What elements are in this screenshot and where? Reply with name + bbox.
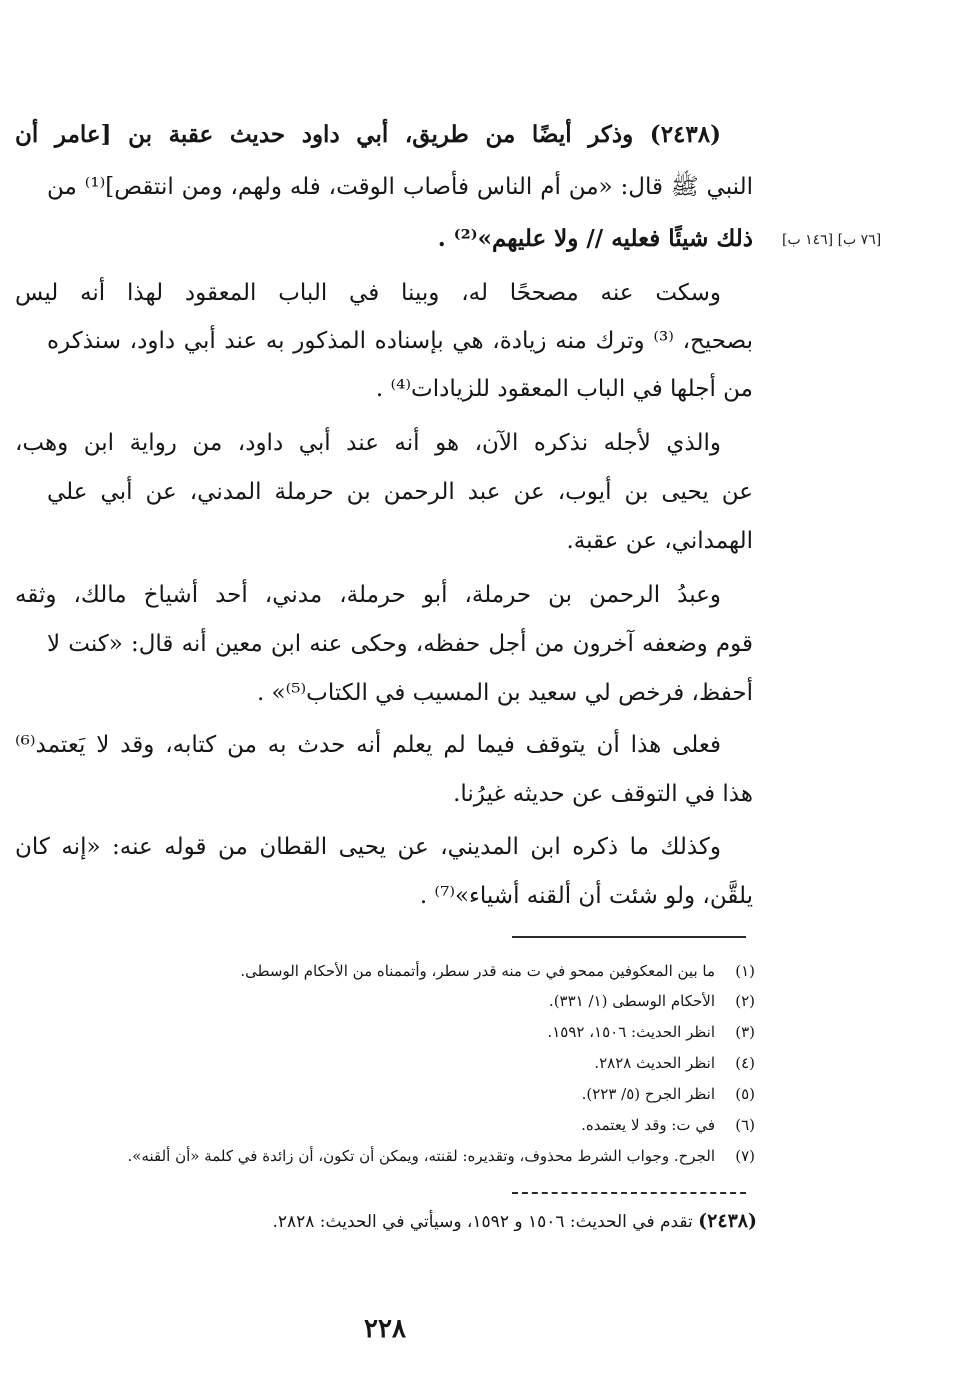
footnote-number: (٦)	[735, 1116, 755, 1134]
text-line: الهمداني، عن عقبة.	[566, 528, 753, 554]
hadith-reference-text: تقدم في الحديث: ١٥٠٦ و ١٥٩٢، وسيأتي في الحديث: ٢٨٢٨.	[272, 1212, 693, 1232]
footnote	[55, 1114, 755, 1138]
margin-manuscript-reference: [٧٦ ب] [١٤٦ ب]	[782, 232, 882, 248]
footnote-text: انظر الحديث: ١٥٠٦، ١٥٩٢.	[547, 1023, 715, 1041]
text-line: من أجلها في الباب المعقود للزيادات⁽⁴⁾ .	[375, 376, 753, 402]
text-line: فعلى هذا أن يتوقف فيما لم يعلم أنه حدث به من كتابه، وقد لا يَعتمد⁽⁶⁾	[15, 732, 721, 758]
footnote	[55, 1021, 755, 1045]
text-line: قوم وضعفه آخرون من أجل حفظه، وحكى عنه ابن معين أنه قال: «كنت لا	[47, 631, 753, 657]
footnote-number: (٥)	[735, 1085, 755, 1103]
text-line: أحفظ، فرخص لي سعيد بن المسيب في الكتاب⁽⁵⁾» .	[256, 680, 753, 706]
text-line: وسكت عنه مصححًا له، وبينا في الباب المعقود لهذا أنه ليس	[15, 280, 721, 306]
text-line: هذا في التوقف عن حديثه غيرُنا.	[453, 781, 753, 807]
text-line: عن يحيى بن أيوب، عن عبد الرحمن بن حرملة المدني، عن أبي علي	[47, 479, 753, 505]
footnote-number: (١)	[735, 962, 755, 980]
footnote	[55, 990, 755, 1014]
text-line: والذي لأجله نذكره الآن، هو أنه عند أبي داود، من رواية ابن وهب،	[15, 430, 721, 456]
reference-separator	[512, 1192, 746, 1194]
footnote-separator	[512, 936, 746, 938]
footnote-text: انظر الحديث ٢٨٢٨.	[594, 1054, 715, 1072]
footnote-text: الجرح. وجواب الشرط محذوف، وتقديره: لقنته، ويمكن أن تكون، أن زائدة في كلمة «أن ألقنه».	[127, 1147, 715, 1165]
page-number: ٢٢٨	[364, 1314, 406, 1344]
footnote-text: انظر الجرح (٥/ ٢٢٣).	[581, 1085, 715, 1103]
footnote-text: ما بين المعكوفين ممحو في ت منه قدر سطر، وأتممناه من الأحكام الوسطى.	[240, 962, 715, 980]
footnote-number: (٢)	[735, 992, 755, 1010]
hadith-number: (٢٤٣٨)	[698, 1210, 757, 1232]
footnote	[55, 1083, 755, 1107]
footnote-text: الأحكام الوسطى (١/ ٣٣١).	[548, 992, 715, 1010]
text-line: (٢٤٣٨) وذكر أيضًا من طريق، أبي داود حديث عقبة بن [عامر أن	[15, 121, 721, 148]
footnote	[55, 1052, 755, 1076]
text-line: وعبدُ الرحمن بن حرملة، أبو حرملة، مدني، أحد أشياخ مالك، وثقه	[15, 582, 721, 608]
text-line: يلقَّن، ولو شئت أن ألقنه أشياء»⁽⁷⁾ .	[419, 883, 753, 909]
footnote-number: (٧)	[735, 1147, 755, 1165]
footnote	[55, 1145, 755, 1169]
footnote	[55, 960, 755, 984]
text-line: وكذلك ما ذكره ابن المديني، عن يحيى القطان من قوله عنه: «إنه كان	[15, 834, 721, 860]
text-line: ذلك شيئًا فعليه // ولا عليهم»⁽²⁾ .	[437, 225, 753, 252]
footnote-number: (٣)	[735, 1023, 755, 1041]
text-line: النبي ﷺ قال: «من أم الناس فأصاب الوقت، فله ولهم، ومن انتقص]⁽¹⁾ من	[47, 174, 753, 200]
hadith-cross-reference	[57, 1208, 757, 1235]
text-line: بصحيح، ⁽³⁾ وترك منه زيادة، هي بإسناده المذكور به عند أبي داود، سنذكره	[47, 328, 753, 354]
footnote-text: في ت: وقد لا يعتمده.	[581, 1116, 715, 1134]
footnote-number: (٤)	[735, 1054, 755, 1072]
